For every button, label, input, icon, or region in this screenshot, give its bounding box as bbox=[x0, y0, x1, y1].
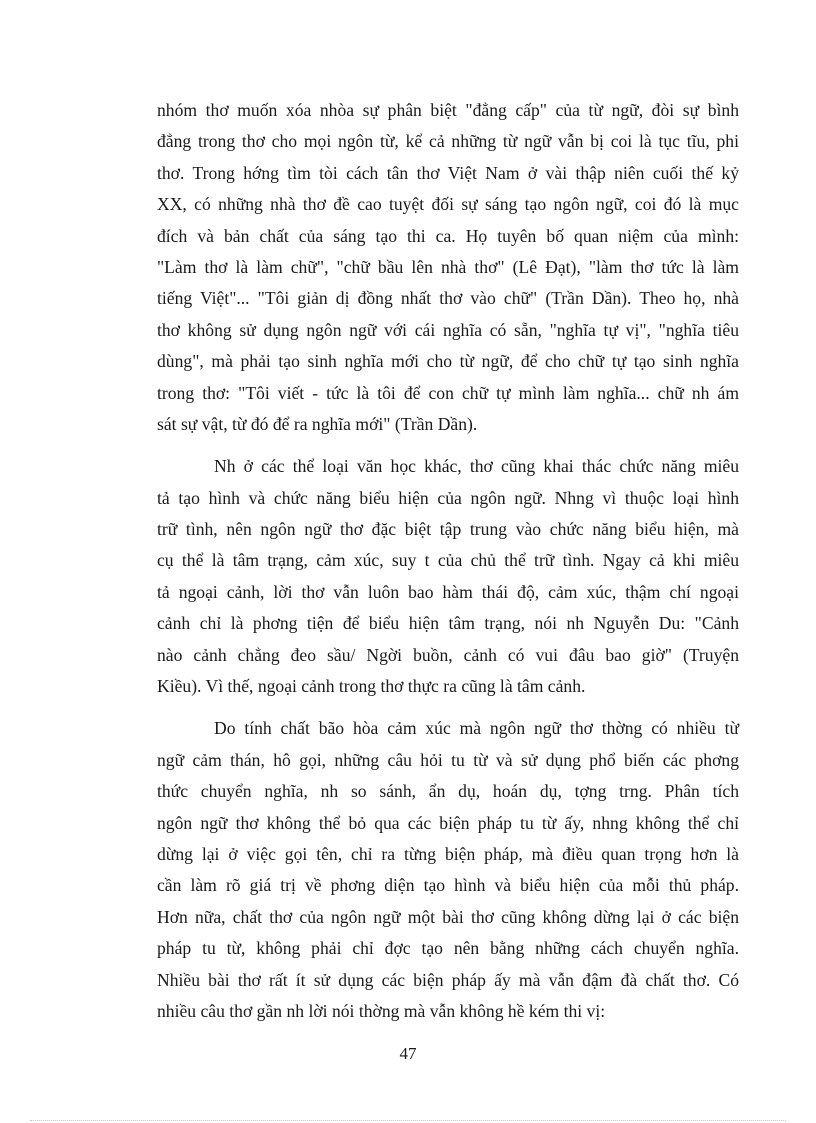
text-line: nhiều câu thơ gần nh lời nói thờng mà vẫn không hề kém thi vị: bbox=[157, 1000, 606, 1021]
text-line: tả tạo hình và chức năng biểu hiện của ngôn ngữ. Nhng vì thuộc loại hình bbox=[157, 487, 739, 508]
text-line: nào cảnh chẳng đeo sầu/ Ngời buồn, cảnh có vui đâu bao giờ" (Truyện bbox=[157, 644, 739, 665]
text-line: dừng lại ở việc gọi tên, chỉ ra từng biện pháp, mà điều quan trọng hơn là bbox=[157, 843, 739, 864]
text-line: thơ. Trong hớng tìm tòi cách tân thơ Việt Nam ở vài thập niên cuối thế kỷ bbox=[157, 162, 739, 183]
text-line: thức chuyển nghĩa, nh so sánh, ẩn dụ, hoán dụ, tợng trng. Phân tích bbox=[157, 781, 739, 802]
text-line: Kiều). Vì thế, ngoại cảnh trong thơ thực ra cũng là tâm cảnh. bbox=[157, 676, 586, 697]
text-line: pháp tu từ, không phải chỉ đợc tạo nên bằng những cách chuyển nghĩa. bbox=[157, 938, 739, 959]
text-line: Do tính chất bão hòa cảm xúc mà ngôn ngữ thơ thờng có nhiều từ bbox=[214, 718, 739, 739]
text-line: thơ không sử dụng ngôn ngữ với cái nghĩa có sẵn, "nghĩa tự vị", "nghĩa tiêu bbox=[157, 319, 739, 340]
text-line: sát sự vật, từ đó để ra nghĩa mới" (Trần Dần). bbox=[157, 413, 478, 434]
text-line: nhóm thơ muốn xóa nhòa sự phân biệt "đẳng cấp" của từ ngữ, đòi sự bình bbox=[157, 100, 739, 120]
paragraph-1 bbox=[157, 95, 739, 440]
text-line: trong thơ: "Tôi viết - tức là tôi để con chữ tự mình làm nghĩa... chữ nh ám bbox=[157, 382, 739, 403]
paragraph-2 bbox=[157, 451, 739, 702]
text-line: Nhiều bài thơ rất ít sử dụng các biện pháp ấy mà vẫn đậm đà chất thơ. Có bbox=[157, 969, 739, 990]
paragraph-3 bbox=[157, 713, 739, 1027]
text-line: ngôn ngữ thơ không thể bỏ qua các biện pháp tu từ ấy, nhng không thể chỉ bbox=[157, 812, 739, 833]
text-line: trữ tình, nên ngôn ngữ thơ đặc biệt tập trung vào chức năng biểu hiện, mà bbox=[157, 519, 739, 540]
text-line: Hơn nữa, chất thơ của ngôn ngữ một bài thơ cũng không dừng lại ở các biện bbox=[157, 906, 739, 927]
text-line: tả ngoại cảnh, lời thơ vẫn luôn bao hàm thái độ, cảm xúc, thậm chí ngoại bbox=[157, 581, 739, 602]
text-line: ngữ cảm thán, hô gọi, những câu hỏi tu từ và sử dụng phổ biến các phơng bbox=[157, 749, 739, 770]
text-line: cụ thể là tâm trạng, cảm xúc, suy t của chủ thể trữ tình. Ngay cả khi miêu bbox=[157, 550, 739, 571]
page-number: 47 bbox=[399, 1044, 417, 1063]
text-line: "Làm thơ là làm chữ", "chữ bầu lên nhà thơ" (Lê Đạt), "làm thơ tức là làm bbox=[157, 256, 739, 277]
text-line: Nh ở các thể loại văn học khác, thơ cũng khai thác chức năng miêu bbox=[214, 456, 739, 477]
text-line: đích và bản chất của sáng tạo thi ca. Họ tuyên bố quan niệm của mình: bbox=[157, 225, 739, 246]
text-line: đẳng trong thơ cho mọi ngôn từ, kể cả những từ ngữ vẫn bị coi là tục tĩu, phi bbox=[157, 131, 739, 152]
text-line: cảnh chỉ là phơng tiện để biểu hiện tâm trạng, nói nh Nguyễn Du: "Cảnh bbox=[157, 613, 739, 634]
text-line: dùng", mà phải tạo sinh nghĩa mới cho từ ngữ, để cho chữ tự tạo sinh nghĩa bbox=[157, 351, 739, 372]
text-line: cần làm rõ giá trị về phơng diện tạo hình và biểu hiện của mỗi thủ pháp. bbox=[157, 875, 739, 896]
text-line: tiếng Việt"... "Tôi giản dị đồng nhất thơ vào chữ" (Trần Dần). Theo họ, nhà bbox=[157, 288, 739, 309]
text-line: XX, có những nhà thơ đề cao tuyệt đối sự sáng tạo ngôn ngữ, coi đó là mục bbox=[157, 194, 739, 215]
document-body bbox=[157, 95, 739, 1038]
page-bottom-divider bbox=[30, 1120, 786, 1121]
